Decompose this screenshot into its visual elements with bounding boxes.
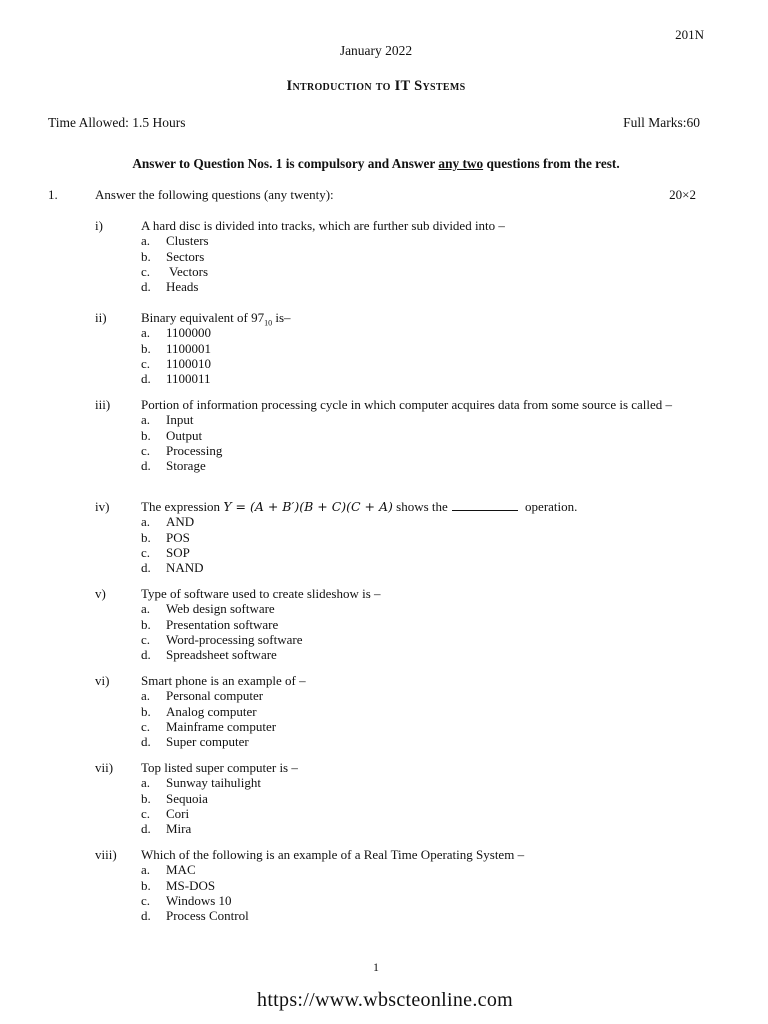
- subquestion-number: v): [95, 586, 106, 601]
- boolean-expression: Y = (A + B′)(B + C)(C + A): [223, 499, 393, 514]
- subquestion-stem: Which of the following is an example of a Real Time Operating System –: [141, 847, 525, 862]
- option: c. Cori: [141, 805, 190, 821]
- subquestion-vii: [95, 760, 705, 836]
- instructions: Answer to Question Nos. 1 is compulsory and Answer any two questions from the rest.: [132, 156, 620, 171]
- option: a. MAC: [141, 862, 196, 878]
- option: d. Storage: [141, 458, 206, 474]
- full-marks: Full Marks:60: [623, 115, 700, 130]
- subquestion-viii: [95, 847, 705, 923]
- option: c. Word-processing software: [141, 631, 303, 647]
- option: b. Analog computer: [141, 703, 257, 719]
- option: d. 1100011: [141, 371, 211, 387]
- subquestion-ii: [95, 310, 705, 386]
- option: a. Personal computer: [141, 688, 264, 704]
- option: d. Mira: [141, 821, 192, 837]
- subquestion-number: iv): [95, 499, 110, 514]
- subquestion-stem: Portion of information processing cycle in which computer acquires data from some source is called –: [141, 397, 673, 412]
- subquestion-number: viii): [95, 847, 117, 862]
- option: d. Process Control: [141, 908, 249, 924]
- subquestion-number: vi): [95, 673, 110, 688]
- option: b. 1100001: [141, 340, 212, 356]
- fill-in-blank: [452, 500, 518, 511]
- subquestion-stem: Binary equivalent of $97_{10}$ is–: [141, 310, 291, 328]
- options-list: [141, 601, 705, 662]
- option: b. MS-DOS: [141, 877, 216, 893]
- subquestion-stem: The expression Y = (A + B′)(B + C)(C + A) shows the operation.: [141, 499, 578, 514]
- option: a. Input: [141, 412, 194, 428]
- option: a. Clusters: [141, 233, 209, 249]
- subquestion-i: [95, 218, 705, 294]
- question-number: 1.: [48, 187, 58, 202]
- options-list: [141, 325, 705, 386]
- option: d. NAND: [141, 560, 204, 576]
- option: a. AND: [141, 514, 195, 530]
- option: c. Processing: [141, 442, 223, 458]
- option: b. Presentation software: [141, 616, 279, 632]
- option: d. Spreadsheet software: [141, 647, 277, 663]
- option: b. POS: [141, 529, 190, 545]
- time-allowed: Time Allowed: 1.5 Hours: [48, 115, 186, 130]
- option: d. Super computer: [141, 734, 249, 750]
- subquestion-number: iii): [95, 397, 111, 412]
- footer-url[interactable]: https://www.wbscteonline.com: [257, 989, 513, 1011]
- option: c. 1100010: [141, 355, 212, 371]
- subquestion-stem: Type of software used to create slideshow is –: [141, 586, 381, 601]
- option: c. Mainframe computer: [141, 718, 277, 734]
- subquestion-stem: Top listed super computer is –: [141, 760, 298, 775]
- subquestion-number: vii): [95, 760, 114, 775]
- option: d. Heads: [141, 279, 199, 295]
- option: b. Sectors: [141, 248, 205, 264]
- option: a. Web design software: [141, 601, 275, 617]
- instruction-emphasis: any two: [438, 156, 484, 171]
- exam-date: January 2022: [339, 43, 413, 58]
- option: c. Windows 10: [141, 892, 232, 908]
- option: b. Output: [141, 427, 203, 443]
- options-list: [141, 688, 705, 749]
- question-text: Answer the following questions (any twenty):: [95, 187, 334, 202]
- options-list: [141, 412, 705, 473]
- question-marks: 20×2: [669, 187, 696, 202]
- option: c. Vectors: [141, 263, 209, 279]
- subquestion-stem: A hard disc is divided into tracks, which are further sub divided into –: [141, 218, 505, 233]
- subquestion-number: i): [95, 218, 103, 233]
- option: a. 1100000: [141, 325, 212, 341]
- options-list: [141, 862, 705, 923]
- page-title: Introduction to IT Systems: [286, 78, 466, 94]
- page-number: 1: [373, 960, 379, 974]
- subquestion-stem: Smart phone is an example of –: [141, 673, 306, 688]
- options-list: [141, 775, 705, 836]
- subquestion-number: ii): [95, 310, 107, 325]
- option: a. Sunway taihulight: [141, 775, 261, 791]
- option: b. Sequoia: [141, 790, 208, 806]
- options-list: [141, 233, 705, 294]
- paper-code: 201N: [675, 27, 704, 42]
- subquestion-v: [95, 586, 705, 662]
- options-list: [141, 514, 705, 575]
- subquestion-iii: [95, 397, 705, 473]
- subquestion-vi: [95, 673, 705, 749]
- subquestion-iv: [95, 499, 705, 575]
- option: c. SOP: [141, 544, 190, 560]
